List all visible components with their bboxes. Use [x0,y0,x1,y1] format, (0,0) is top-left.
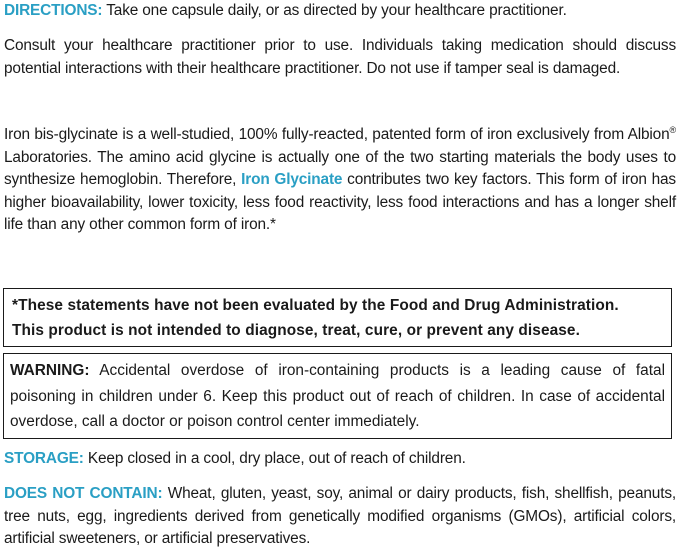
storage-text: Keep closed in a cool, dry place, out of reach of children. [83,450,466,467]
warning-text: Accidental overdose of iron-containing products is a leading cause of fatal poisoning in children under 6. Keep this product out of reach of children. In case of accidental overdose, call a doctor or poison control center immediately. [10,362,665,430]
warning-heading: WARNING: [10,362,90,379]
consult-section [4,35,676,80]
warning-box [3,353,672,439]
iron-text-b: Laboratories. The amino acid glycine is actually one of the two starting materials the body uses to synthesize hemoglobin. Therefore, [4,148,676,189]
iron-glycinate-highlight: Iron Glycinate [241,171,343,189]
directions-heading: DIRECTIONS: [4,2,103,19]
fda-disclaimer-box [3,288,672,347]
fda-disclaimer-line1: *These statements have not been evaluated by the Food and Drug Administration. [12,297,619,314]
iron-text-a: Iron bis-glycinate is a well-studied, 100% fully-reacted, patented form of iron exclusively from Albion [4,126,670,143]
consult-text: Consult your healthcare practitioner prior to use. Individuals taking medication should discuss potential interactions with their healthcare practitioner. Do not use if tamper seal is damaged. [4,37,676,77]
fda-disclaimer-line2: This product is not intended to diagnose, treat, cure, or prevent any disease. [12,322,580,339]
registered-mark: ® [669,124,676,135]
storage-heading: STORAGE: [4,450,84,467]
iron-text-c: contributes two key factors. This form of iron has higher bioavailability, lower toxicity, less food reactivity, less food interactions and has a longer shelf life than any other common form of iron.* [4,171,676,234]
does-not-contain-heading: DOES NOT CONTAIN: [4,485,163,502]
directions-text: Take one capsule daily, or as directed by your healthcare practitioner. [102,2,567,19]
iron-description-section [4,124,676,237]
does-not-contain-section [4,483,676,551]
does-not-contain-text: Wheat, gluten, yeast, soy, animal or dairy products, fish, shellfish, peanuts, tree nuts, egg, ingredients derived from genetically modified organisms (GMOs), artificial colors, artificial sweeteners, or artificial preservatives. [4,485,676,548]
directions-section [4,0,676,23]
storage-section [4,448,676,471]
